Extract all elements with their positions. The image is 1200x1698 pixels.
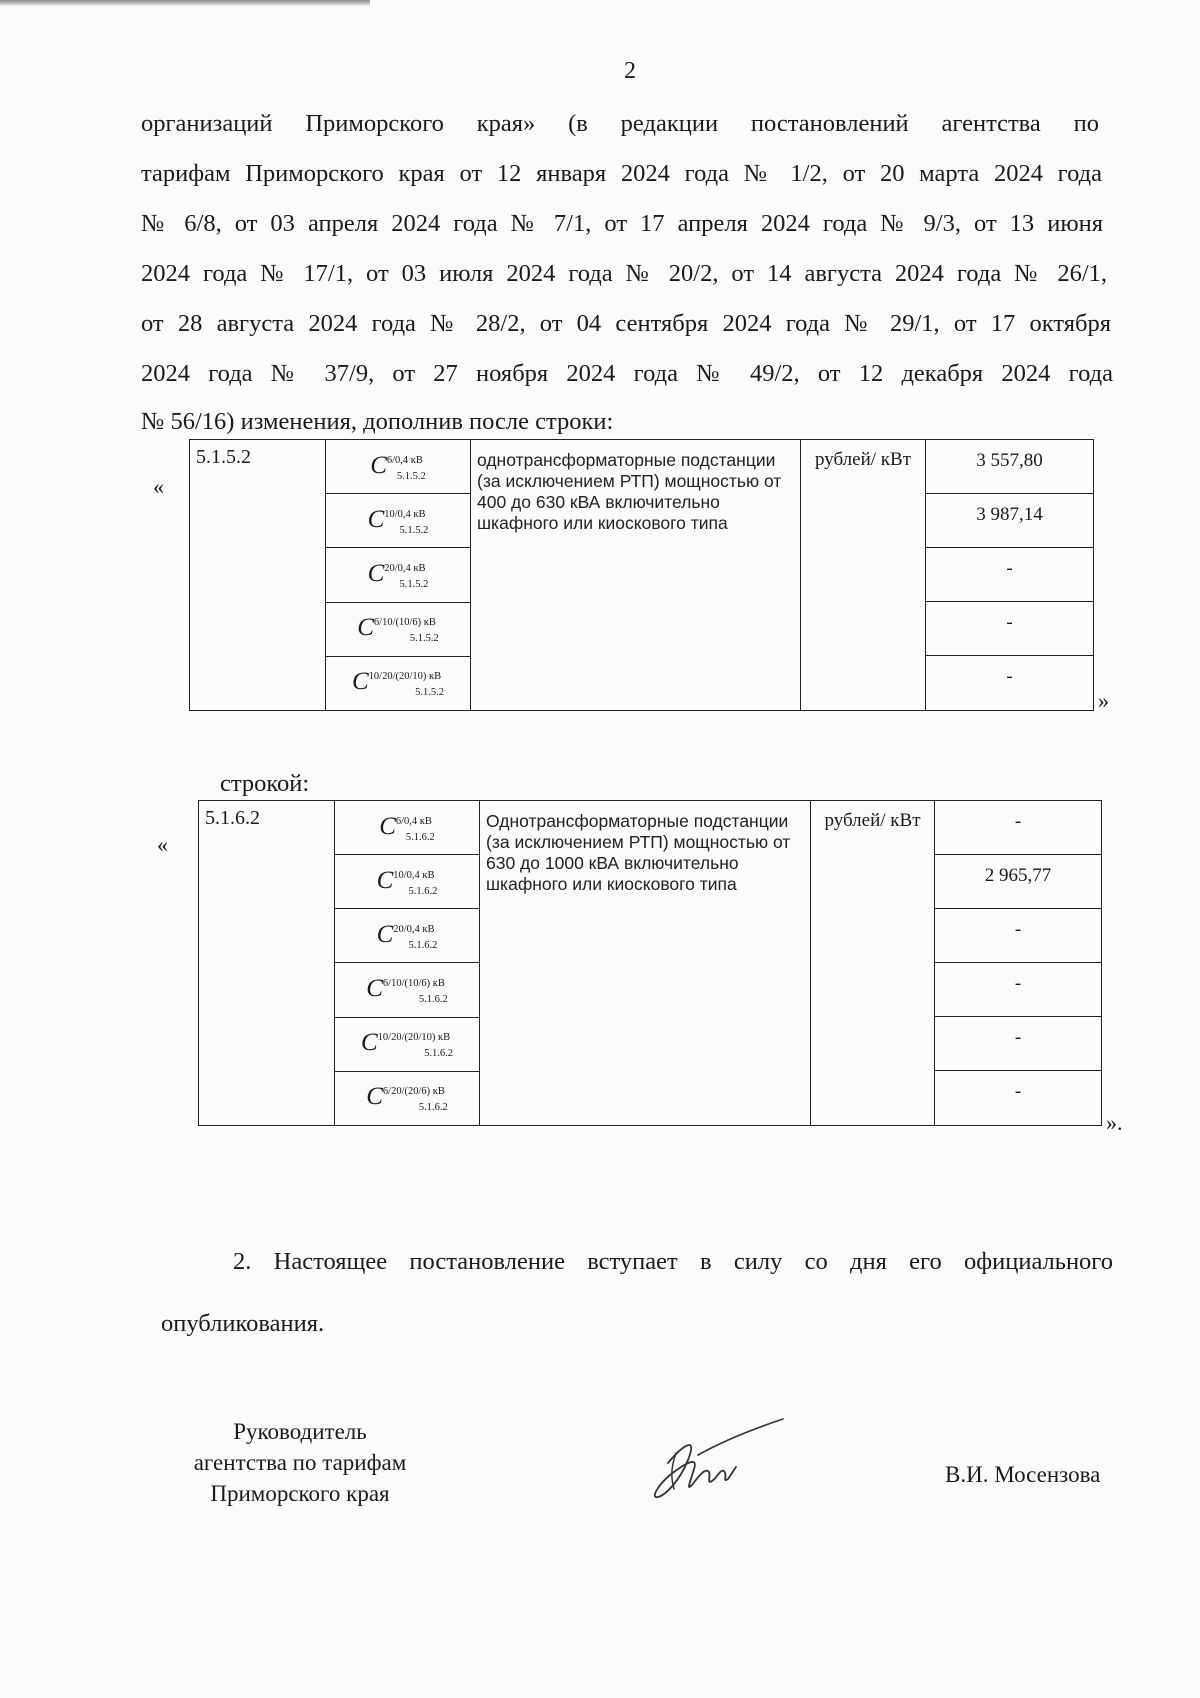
tariff-table-new [198, 800, 1102, 1126]
page-number: 2 [624, 58, 636, 84]
values-column [926, 440, 1094, 711]
tariff-symbol: $C^{6/20/(20/6) кВ}_{5.1.6.2}$ [335, 1071, 480, 1125]
row-unit: рублей/ кВт [811, 801, 935, 1126]
value-cell: 3 557,80 [926, 440, 1093, 494]
value-cell: - [935, 963, 1101, 1017]
value-cell: - [926, 602, 1093, 656]
signatory-title [160, 1416, 440, 1509]
tariff-symbol: $C^{10/20/(20/10) кВ}_{5.1.6.2}$ [335, 1017, 480, 1071]
between-label: строкой: [220, 770, 310, 797]
tariff-symbol: $C^{10/0,4 кВ}_{5.1.6.2}$ [335, 855, 480, 909]
intro-line-6: 2024 года № 37/9, от 27 ноября 2024 года № 49/2, от 12 декабря 2024 года [141, 360, 1113, 387]
value-cell: - [935, 1017, 1101, 1071]
row-description: Однотрансформаторные подстанции (за исключением РТП) мощностью от 630 до 1000 кВА включительно шкафного или киоскового типа [480, 801, 811, 1126]
value-cell: 3 987,14 [926, 494, 1093, 548]
value-cell: - [1014, 1081, 1022, 1102]
paragraph-2-line-1: 2. Настоящее постановление вступает в силу со дня его официального [233, 1248, 1113, 1275]
signatory-name: В.И. Мосензова [945, 1462, 1101, 1487]
handwritten-signature [628, 1405, 788, 1515]
value-cell: 2 965,77 [935, 855, 1101, 909]
signatory-title-line: агентства по тарифам [193, 1450, 407, 1475]
tariff-symbol: $C^{6/0,4 кВ}_{5.1.6.2}$ [335, 801, 480, 855]
paragraph-2-line-2: опубликования. [161, 1310, 325, 1337]
row-unit: рублей/ кВт [801, 440, 926, 711]
intro-line-7: № 56/16) изменения, дополнив после строки: [141, 408, 614, 435]
tariff-symbol: $C^{6/0,4 кВ}_{5.1.5.2}$ [326, 440, 471, 494]
values-column [935, 801, 1102, 1126]
signatory-title-line: Приморского края [210, 1481, 390, 1506]
value-cell: - [926, 548, 1093, 602]
row-code: 5.1.5.2 [190, 440, 326, 711]
signatory-title-line: Руководитель [233, 1419, 367, 1444]
tariff-symbol: $C^{6/10/(10/6) кВ}_{5.1.5.2}$ [326, 602, 471, 656]
intro-line-4: 2024 года № 17/1, от 03 июля 2024 года № 20/2, от 14 августа 2024 года № 26/1, [141, 260, 1107, 287]
row-code: 5.1.6.2 [199, 801, 335, 1126]
row-description: однотрансформаторные подстанции (за исключением РТП) мощностью от 400 до 630 кВА включительно шкафного или киоскового типа [471, 440, 801, 711]
value-cell: - [935, 801, 1101, 855]
quote-close-2: ». [1106, 1110, 1123, 1135]
tariff-symbol: $C^{10/0,4 кВ}_{5.1.5.2}$ [326, 494, 471, 548]
intro-line-2: тарифам Приморского края от 12 января 2024 года № 1/2, от 20 марта 2024 года [141, 160, 1102, 187]
tariff-table-existing [189, 439, 1094, 711]
quote-open-2: « [157, 832, 168, 857]
quote-close-1: » [1098, 688, 1109, 713]
quote-open-1: « [153, 474, 164, 499]
scan-edge-shadow [0, 0, 370, 6]
intro-line-5: от 28 августа 2024 года № 28/2, от 04 сентября 2024 года № 29/1, от 17 октября [141, 310, 1111, 337]
intro-line-3: № 6/8, от 03 апреля 2024 года № 7/1, от 17 апреля 2024 года № 9/3, от 13 июня [141, 210, 1103, 237]
value-cell: - [935, 909, 1101, 963]
intro-line-1: организаций Приморского края» (в редакции постановлений агентства по [141, 110, 1099, 137]
tariff-symbol: $C^{10/20/(20/10) кВ}_{5.1.5.2}$ [326, 656, 471, 710]
tariff-symbol: $C^{20/0,4 кВ}_{5.1.5.2}$ [326, 548, 471, 602]
tariff-symbol: $C^{6/10/(10/6) кВ}_{5.1.6.2}$ [335, 963, 480, 1017]
value-cell: - [1006, 666, 1013, 687]
tariff-symbol: $C^{20/0,4 кВ}_{5.1.6.2}$ [335, 909, 480, 963]
